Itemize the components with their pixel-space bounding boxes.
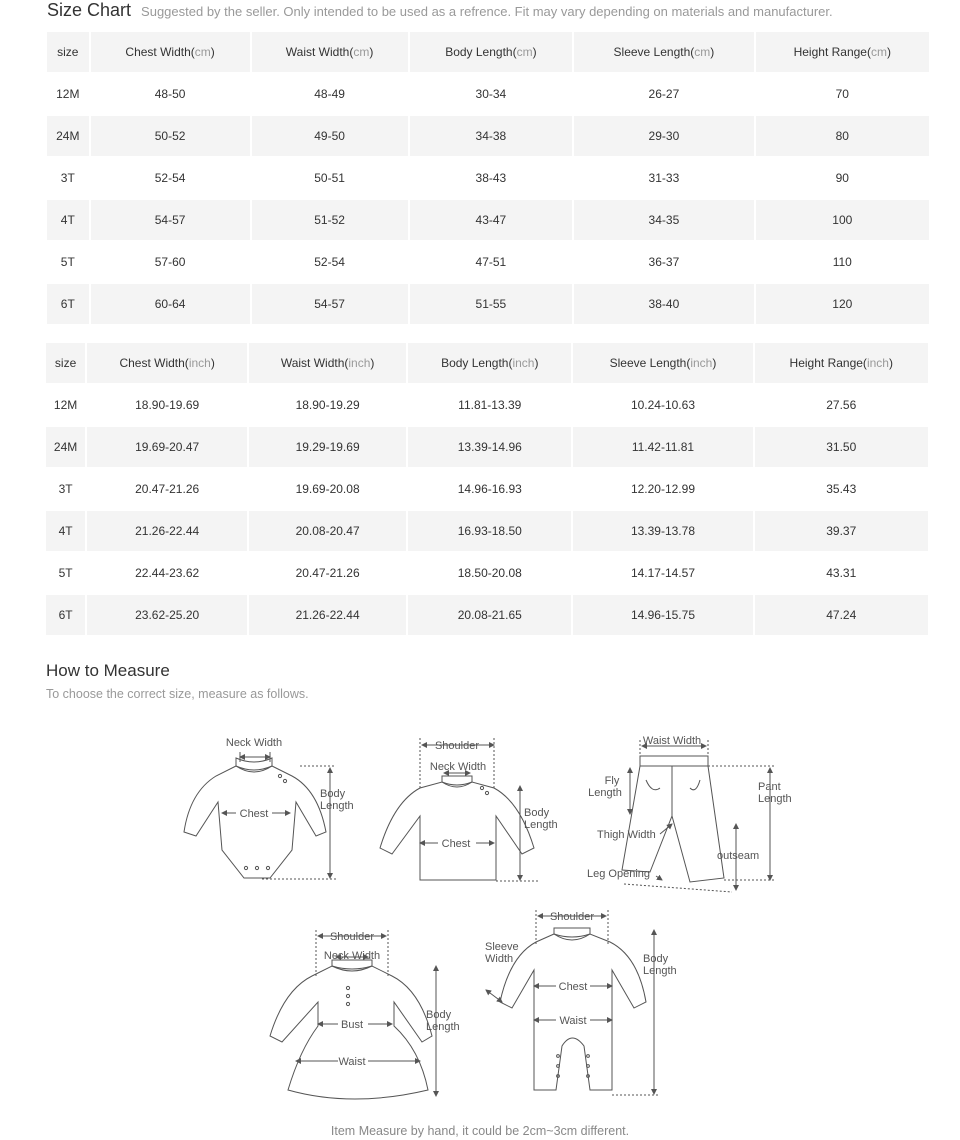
- header-close: ): [370, 356, 375, 370]
- table-row: [47, 74, 929, 114]
- size-cell: 5T: [46, 553, 85, 593]
- dress-bust-label: Bust: [340, 1019, 364, 1031]
- measurement-cell: 12.20-12.99: [573, 469, 752, 509]
- size-cell: 4T: [46, 511, 85, 551]
- bodysuit-body-label-2: Length: [320, 800, 354, 812]
- size-table-inch: [44, 341, 930, 637]
- romper-shoulder-label: Shoulder: [549, 911, 595, 923]
- table-row: [47, 200, 929, 240]
- measurement-cell: 51-52: [252, 200, 408, 240]
- measurement-cell: 52-54: [91, 158, 250, 198]
- measurement-cell: 50-51: [252, 158, 408, 198]
- header-label: Chest Width(: [125, 45, 195, 59]
- measurement-cell: 43.31: [755, 553, 929, 593]
- measurement-cell: 57-60: [91, 242, 250, 282]
- pants-fly-label-1: Fly: [604, 775, 620, 787]
- dress-waist-label: Waist: [338, 1056, 366, 1068]
- measurement-footnote: Item Measure by hand, it could be 2cm~3cm different.: [330, 1124, 630, 1138]
- header-close: ): [888, 356, 893, 370]
- size-chart-header: [47, 0, 833, 24]
- measurement-cell: 49-50: [252, 116, 408, 156]
- measurement-cell: 48-49: [252, 74, 408, 114]
- measurement-cell: 90: [756, 158, 929, 198]
- header-label: Chest Width(: [119, 356, 189, 370]
- pants-outseam-label: outseam: [717, 850, 760, 862]
- measurement-cell: 20.08-21.65: [408, 595, 571, 635]
- table-row: [46, 595, 928, 635]
- measurement-cell: 43-47: [410, 200, 573, 240]
- measurement-cell: 13.39-14.96: [408, 427, 571, 467]
- measurement-cell: 31-33: [574, 158, 753, 198]
- header-close: ): [712, 356, 717, 370]
- tshirt-neck-label: Neck Width: [429, 761, 487, 773]
- bodysuit-chest-label: Chest: [239, 808, 269, 820]
- table-header-cell: [249, 343, 406, 383]
- table-row: [47, 116, 929, 156]
- table-header-cell: [408, 343, 571, 383]
- pants-fly-label-2: Length: [588, 787, 622, 799]
- measurement-cell: 29-30: [574, 116, 753, 156]
- measurement-cell: 19.29-19.69: [249, 427, 406, 467]
- measurement-cell: 16.93-18.50: [408, 511, 571, 551]
- measurement-cell: 19.69-20.08: [249, 469, 406, 509]
- bodysuit-body-label-1: Body: [320, 788, 346, 800]
- table-row: [46, 511, 928, 551]
- romper-body-label-2: Length: [643, 965, 677, 977]
- how-to-measure-subtitle: To choose the correct size, measure as follows.: [46, 687, 309, 701]
- header-label: Height Range(: [789, 356, 867, 370]
- table-row: [46, 427, 928, 467]
- table-header-cell: [755, 343, 929, 383]
- table-row: [46, 385, 928, 425]
- header-close: ): [886, 45, 891, 59]
- header-unit: inch: [690, 356, 713, 370]
- measurement-cell: 60-64: [91, 284, 250, 324]
- pants-pant-label-2: Length: [758, 793, 792, 805]
- romper-body-label-1: Body: [643, 953, 669, 965]
- tshirt-shoulder-label: Shoulder: [434, 740, 480, 752]
- measurement-cell: 38-40: [574, 284, 753, 324]
- size-cell: 4T: [47, 200, 89, 240]
- table-row: [46, 553, 928, 593]
- measurement-cell: 26-27: [574, 74, 753, 114]
- measurement-cell: 13.39-13.78: [573, 511, 752, 551]
- size-cell: 6T: [47, 284, 89, 324]
- header-label: Body Length(: [445, 45, 517, 59]
- measurement-cell: 18.90-19.29: [249, 385, 406, 425]
- measurement-cell: 52-54: [252, 242, 408, 282]
- how-to-measure-title: How to Measure: [46, 661, 170, 680]
- romper-sleeve-label-2: Width: [485, 953, 514, 965]
- pants-pant-label-1: Pant: [758, 781, 781, 793]
- header-label: Body Length(: [441, 356, 513, 370]
- header-close: ): [210, 45, 215, 59]
- header-unit: cm: [516, 45, 533, 59]
- size-cell: 12M: [47, 74, 89, 114]
- romper-waist-label: Waist: [559, 1015, 587, 1027]
- size-cell: 12M: [46, 385, 85, 425]
- measurement-cell: 20.47-21.26: [87, 469, 247, 509]
- table-header-cell: [410, 32, 573, 72]
- page-subtitle: Suggested by the seller. Only intended to be used as a refrence. Fit may vary depending on materials and manufacturer.: [141, 4, 833, 19]
- measurement-cell: 110: [756, 242, 929, 282]
- header-label: Sleeve Length(: [613, 45, 695, 59]
- measurement-cell: 20.47-21.26: [249, 553, 406, 593]
- pants-thigh-label: Thigh Width: [597, 829, 656, 841]
- measurement-cell: 18.50-20.08: [408, 553, 571, 593]
- header-unit: inch: [188, 356, 211, 370]
- header-unit: cm: [194, 45, 211, 59]
- measurement-cell: 47.24: [755, 595, 929, 635]
- header-label: Waist Width(: [280, 356, 349, 370]
- page-title: Size Chart: [47, 0, 132, 20]
- dress-shoulder-label: Shoulder: [329, 931, 375, 943]
- measurement-cell: 54-57: [252, 284, 408, 324]
- table-header-row: [47, 32, 929, 72]
- measurement-cell: 14.96-16.93: [408, 469, 571, 509]
- measurement-cell: 27.56: [755, 385, 929, 425]
- measurement-cell: 34-35: [574, 200, 753, 240]
- table-header-cell: [574, 32, 753, 72]
- measurement-cell: 11.42-11.81: [573, 427, 752, 467]
- measurement-cell: 21.26-22.44: [249, 595, 406, 635]
- header-label: Sleeve Length(: [609, 356, 691, 370]
- romper-sleeve-label-1: Sleeve: [485, 941, 519, 953]
- measurement-cell: 51-55: [410, 284, 573, 324]
- measurement-cell: 70: [756, 74, 929, 114]
- measurement-cell: 11.81-13.39: [408, 385, 571, 425]
- pants-leg-label: Leg Opening: [587, 868, 650, 880]
- measurement-cell: 34-38: [410, 116, 573, 156]
- table-header-cell: [252, 32, 408, 72]
- header-close: ): [369, 45, 374, 59]
- table-header-cell: [46, 343, 85, 383]
- measurement-cell: 50-52: [91, 116, 250, 156]
- table-row: [47, 158, 929, 198]
- measurement-cell: 30-34: [410, 74, 573, 114]
- measurement-cell: 39.37: [755, 511, 929, 551]
- measurement-cell: 100: [756, 200, 929, 240]
- bodysuit-neck-label: Neck Width: [225, 737, 283, 749]
- measurement-cell: 23.62-25.20: [87, 595, 247, 635]
- header-label: size: [57, 45, 79, 59]
- header-close: ): [710, 45, 715, 59]
- measurement-diagrams: [0, 720, 960, 1120]
- size-cell: 3T: [47, 158, 89, 198]
- size-cell: 6T: [46, 595, 85, 635]
- header-unit: inch: [866, 356, 889, 370]
- header-label: Height Range(: [793, 45, 871, 59]
- table-header-row: [46, 343, 928, 383]
- measurement-cell: 120: [756, 284, 929, 324]
- measurement-cell: 14.96-15.75: [573, 595, 752, 635]
- measurement-cell: 10.24-10.63: [573, 385, 752, 425]
- table-row: [47, 242, 929, 282]
- tshirt-diagram: [380, 738, 540, 881]
- header-unit: inch: [512, 356, 535, 370]
- size-cell: 24M: [46, 427, 85, 467]
- table-header-cell: [573, 343, 752, 383]
- header-close: ): [210, 356, 215, 370]
- romper-diagram: [486, 910, 660, 1095]
- measurement-cell: 38-43: [410, 158, 573, 198]
- size-table-cm: [45, 30, 931, 326]
- size-cell: 24M: [47, 116, 89, 156]
- measurement-cell: 54-57: [91, 200, 250, 240]
- table-row: [47, 284, 929, 324]
- measurement-cell: 18.90-19.69: [87, 385, 247, 425]
- size-cell: 3T: [46, 469, 85, 509]
- measurement-cell: 80: [756, 116, 929, 156]
- dress-neck-label: Neck Width: [323, 950, 381, 962]
- tshirt-body-label-2: Length: [524, 819, 558, 831]
- measurement-cell: 35.43: [755, 469, 929, 509]
- table-header-cell: [91, 32, 250, 72]
- header-label: Waist Width(: [285, 45, 354, 59]
- header-unit: cm: [353, 45, 370, 59]
- header-unit: cm: [694, 45, 711, 59]
- measurement-cell: 14.17-14.57: [573, 553, 752, 593]
- dress-body-label-2: Length: [426, 1021, 460, 1033]
- measurement-cell: 22.44-23.62: [87, 553, 247, 593]
- size-cell: 5T: [47, 242, 89, 282]
- tshirt-chest-label: Chest: [441, 838, 471, 850]
- header-close: ): [532, 45, 537, 59]
- measurement-cell: 36-37: [574, 242, 753, 282]
- header-unit: inch: [348, 356, 371, 370]
- measurement-cell: 31.50: [755, 427, 929, 467]
- measurement-cell: 20.08-20.47: [249, 511, 406, 551]
- header-unit: cm: [870, 45, 887, 59]
- measurement-cell: 21.26-22.44: [87, 511, 247, 551]
- measurement-cell: 47-51: [410, 242, 573, 282]
- tshirt-body-label-1: Body: [524, 807, 550, 819]
- table-row: [46, 469, 928, 509]
- romper-chest-label: Chest: [558, 981, 588, 993]
- table-header-cell: [87, 343, 247, 383]
- pants-waist-label: Waist Width: [642, 735, 702, 747]
- measurement-cell: 48-50: [91, 74, 250, 114]
- header-close: ): [534, 356, 539, 370]
- table-header-cell: [756, 32, 929, 72]
- header-label: size: [54, 356, 77, 370]
- dress-body-label-1: Body: [426, 1009, 452, 1021]
- measurement-cell: 19.69-20.47: [87, 427, 247, 467]
- table-header-cell: [47, 32, 89, 72]
